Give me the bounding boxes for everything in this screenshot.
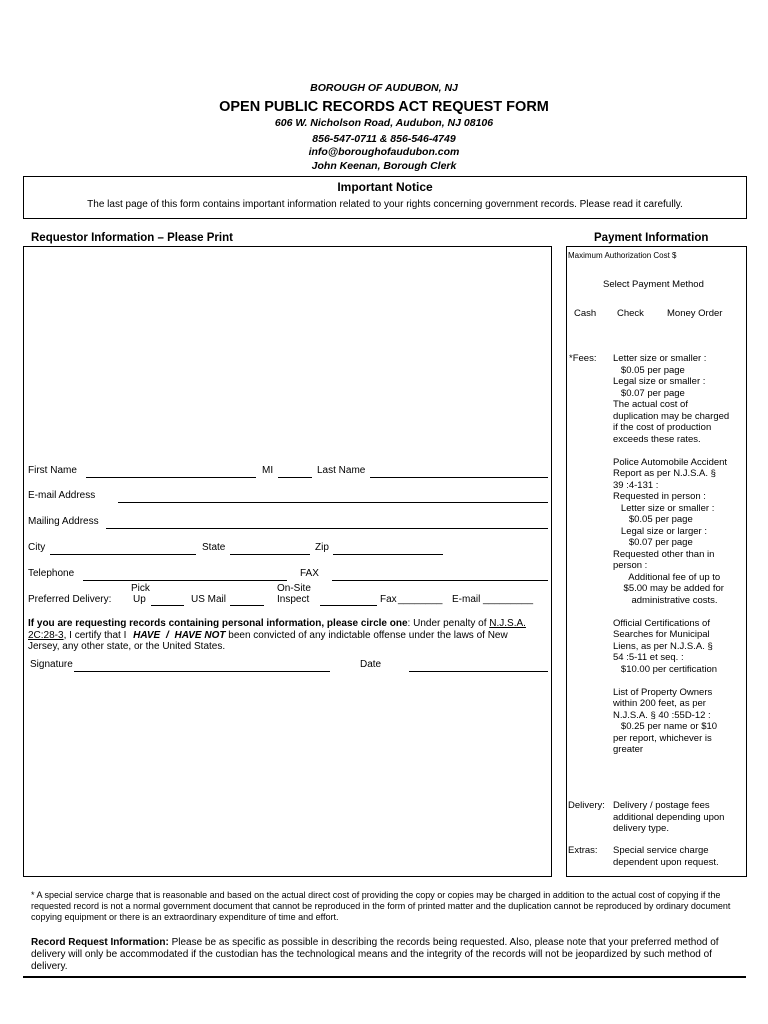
state-label: State	[202, 542, 226, 553]
first-name-field[interactable]	[86, 477, 256, 478]
fee-line: The actual cost of	[613, 399, 688, 410]
penalty-text: : Under penalty of	[407, 618, 490, 629]
convicted-text: been convicted of any indictable offense under the laws of New	[225, 629, 508, 641]
fee-line: if the cost of production	[613, 422, 712, 433]
borough-phones: 856-547-0711 & 856-546-4749	[312, 133, 456, 145]
mi-label: MI	[262, 465, 274, 476]
statute-text: 2C:28-3	[28, 629, 64, 641]
telephone-field[interactable]	[83, 580, 287, 581]
fees-label: *Fees:	[569, 353, 597, 364]
fee-line: Legal size or smaller :	[613, 376, 706, 387]
pickup-label: Up	[133, 594, 146, 605]
last-name-label: Last Name	[317, 465, 366, 476]
cash-option[interactable]: Cash	[574, 308, 597, 319]
fax-label: FAX	[300, 568, 319, 579]
certify-text: , I certify that I	[63, 629, 130, 641]
fee-line: Report as per N.J.S.A. §	[613, 468, 716, 479]
onsite-label: On-Site	[277, 583, 311, 594]
city-label: City	[28, 542, 46, 553]
email-label: E-mail Address	[28, 490, 96, 501]
fee-line: $0.05 per page	[613, 514, 693, 525]
fee-line: $0.07 per page	[613, 387, 685, 399]
fee-line: $10.00 per certification	[613, 663, 718, 675]
fee-line: administrative costs.	[613, 594, 718, 606]
fee-line: person :	[613, 560, 648, 571]
personal-info-bold: If you are requesting records containing personal information, please circle one	[28, 618, 408, 629]
date-field[interactable]	[409, 671, 548, 672]
check-option[interactable]: Check	[617, 308, 644, 319]
certification-text	[28, 618, 548, 653]
signature-label: Signature	[30, 659, 73, 670]
extras-line: dependent upon request.	[613, 856, 719, 868]
fee-line: duplication may be charged	[613, 410, 730, 422]
fee-line: 39 :4-131 :	[613, 479, 659, 491]
email-option-label: E-mail	[452, 594, 481, 605]
fee-line: Requested other than in	[613, 548, 715, 560]
njsa-text: N.J.S.A.	[489, 618, 526, 629]
delivery-fee-text	[613, 800, 745, 835]
extras-label: Extras:	[568, 845, 598, 856]
inspect-field[interactable]	[320, 605, 377, 606]
zip-label: Zip	[315, 542, 329, 553]
borough-address: 606 W. Nicholson Road, Audubon, NJ 08106	[274, 117, 494, 129]
fee-line	[613, 675, 745, 687]
mi-field[interactable]	[278, 477, 312, 478]
notice-title: Important Notice	[337, 180, 433, 194]
fee-line	[613, 445, 745, 457]
pickup-field[interactable]	[151, 605, 184, 606]
delivery-line: additional depending upon	[613, 811, 725, 823]
extras-text	[613, 845, 745, 868]
fee-line: Requested in person :	[613, 491, 706, 502]
pick-label: Pick	[131, 583, 150, 594]
fee-line: per report, whichever is	[613, 732, 712, 744]
fee-line: $0.07 per page	[613, 537, 693, 548]
fee-line: Additional fee of up to	[613, 571, 721, 583]
fee-line: N.J.S.A. § 40 :55D-12 :	[613, 709, 711, 721]
fax-option-label: Fax	[380, 594, 397, 605]
money-order-option[interactable]: Money Order	[667, 308, 723, 319]
notice-text: The last page of this form contains important information related to your rights concerning government records. Please read it carefully.	[87, 199, 683, 210]
record-request-label: Record Request Information:	[31, 937, 169, 948]
fee-line: Official Certifications of	[613, 617, 710, 629]
fee-line: greater	[613, 744, 644, 755]
mailing-field[interactable]	[106, 528, 548, 529]
have-option[interactable]: HAVE	[133, 629, 161, 641]
extras-line: Special service charge	[613, 845, 709, 856]
zip-field[interactable]	[333, 554, 443, 555]
delivery-fee-label: Delivery:	[568, 800, 605, 811]
telephone-label: Telephone	[28, 568, 75, 579]
requestor-box	[23, 246, 552, 877]
have-not-option[interactable]: HAVE NOT	[174, 629, 226, 641]
fee-line: Liens, as per N.J.S.A. §	[613, 640, 713, 652]
jersey-text: Jersey, any other state, or the United States.	[28, 641, 226, 652]
special-service-footnote: * A special service charge that is reasonable and based on the actual direct cost of providing the copy or copies may be charged in addition to the actual cost of copying if the requested record is not a normal government document that cannot be reproduced in the form of printed matter and the duplication cannot be reproduced by ordinary document copying equipment or there is an extraordinary expenditure of time and effort.	[31, 890, 731, 922]
preferred-delivery-label: Preferred Delivery:	[28, 594, 112, 605]
mailing-label: Mailing Address	[28, 516, 99, 527]
fee-line: $0.25 per name or $10	[613, 721, 718, 732]
signature-field[interactable]	[74, 671, 330, 672]
delivery-line: Delivery / postage fees	[613, 800, 710, 811]
fax-field[interactable]	[332, 580, 548, 581]
date-label: Date	[360, 659, 382, 670]
usmail-field[interactable]	[230, 605, 264, 606]
email-field[interactable]	[118, 502, 548, 503]
delivery-line: delivery type.	[613, 823, 669, 834]
fee-line	[613, 606, 745, 618]
city-field[interactable]	[50, 554, 196, 555]
fee-line: exceeds these rates.	[613, 433, 701, 445]
email-option-field[interactable]: _________	[483, 594, 534, 605]
borough-name: BOROUGH OF AUDUBON, NJ	[310, 82, 458, 94]
fee-line: Searches for Municipal	[613, 629, 710, 640]
fee-line: 54 :5-11 et seq. :	[613, 652, 684, 663]
fee-line: Letter size or smaller :	[613, 502, 715, 514]
option-slash: /	[165, 629, 169, 641]
state-field[interactable]	[230, 554, 310, 555]
form-title: OPEN PUBLIC RECORDS ACT REQUEST FORM	[219, 99, 549, 115]
requestor-heading: Requestor Information – Please Print	[31, 232, 233, 244]
important-notice-box	[23, 176, 747, 219]
fee-line: $0.05 per page	[613, 364, 685, 376]
select-payment-label: Select Payment Method	[603, 279, 704, 290]
borough-email: info@boroughofaudubon.com	[308, 146, 460, 158]
first-name-label: First Name	[28, 465, 77, 476]
fee-line: $5.00 may be added for	[613, 583, 724, 594]
fee-line: List of Property Owners	[613, 686, 713, 698]
fees-list	[613, 353, 745, 756]
max-auth-label: Maximum Authorization Cost $	[568, 251, 677, 260]
payment-heading: Payment Information	[594, 232, 709, 244]
record-request-info	[31, 937, 747, 973]
last-name-field[interactable]	[370, 477, 548, 478]
fax-option-field[interactable]: ________	[398, 594, 443, 605]
bottom-rule	[23, 976, 746, 978]
fee-line: Police Automobile Accident	[613, 456, 728, 468]
fee-line: Letter size or smaller :	[613, 353, 707, 364]
usmail-label: US Mail	[191, 594, 227, 605]
fee-line: Legal size or larger :	[613, 525, 707, 537]
fee-line: within 200 feet, as per	[613, 698, 706, 709]
clerk-name: John Keenan, Borough Clerk	[311, 160, 457, 172]
record-request-text: Please be as specific as possible in describing the records being requested. Also, please note that your preferred method of delivery will only be accommodated if the custodian has the technological means and the integrity of the records will not be jeopardized by such method of delivery.	[31, 937, 719, 972]
inspect-label: Inspect	[277, 594, 310, 605]
